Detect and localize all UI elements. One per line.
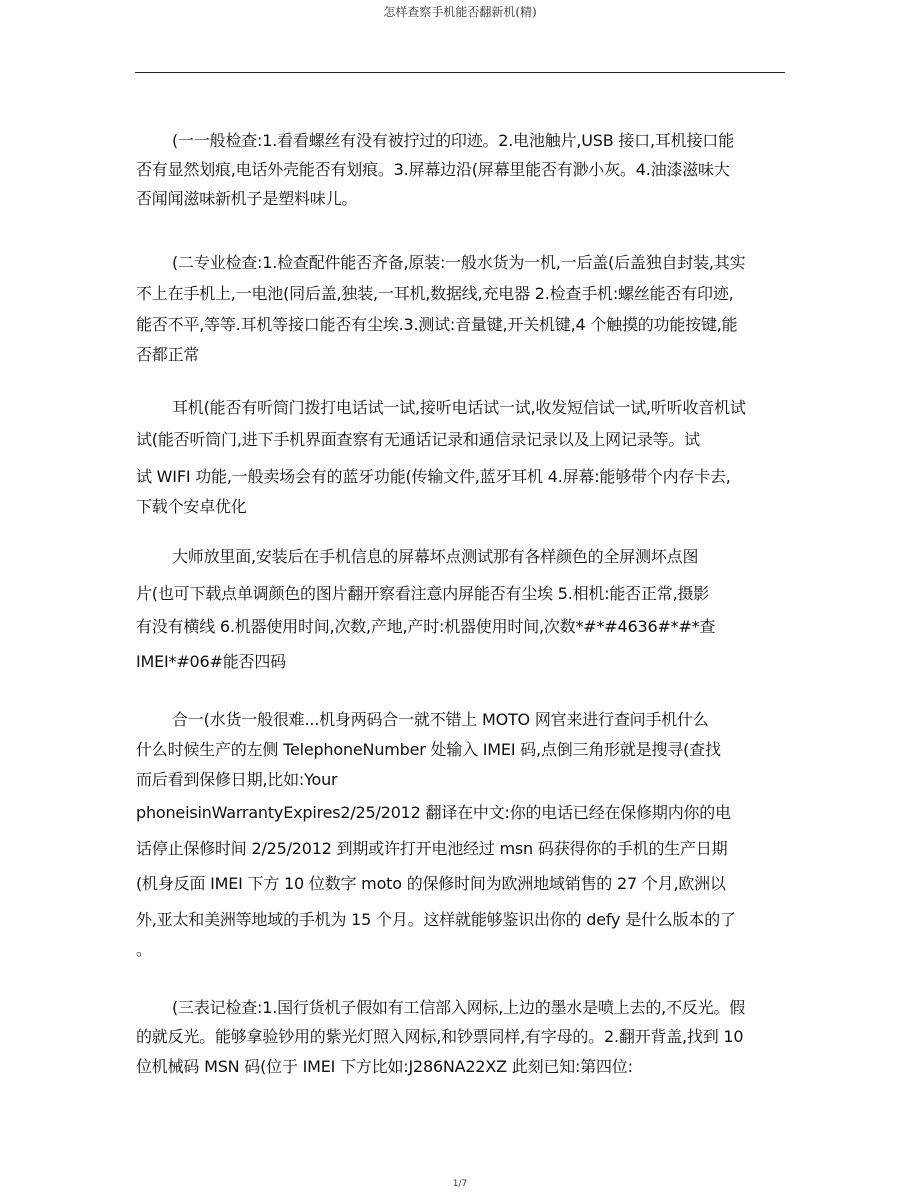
text-line: 位机械码 MSN 码(位于 IMEI 下方比如:J286NA22XZ 此刻已知:第四位: — [136, 1057, 633, 1076]
text-line: 否有显然划痕,电话外壳能否有划痕。3.屏幕边沿(屏幕里能否有渺小灰。4.油漆滋味大 — [136, 160, 730, 179]
page-number: 1/7 — [452, 1179, 468, 1189]
text-line: phoneisinWarrantyExpires2/25/2012 翻译在中文:你的电话已经在保修期内你的电 — [136, 803, 731, 822]
text-line: (一一般检查:1.看看螺丝有没有被拧过的印迹。2.电池触片,USB 接口,耳机接口能 — [172, 131, 734, 150]
text-line: 试(能否听筒门,进下手机界面查察有无通话记录和通信录记录以及上网记录等。试 — [136, 430, 700, 449]
text-line: 否都正常 — [136, 345, 200, 364]
text-line: 耳机(能否有听筒门拨打电话试一试,接听电话试一试,收发短信试一试,听听收音机试 — [172, 398, 746, 417]
text-line: 大师放里面,安装后在手机信息的屏幕坏点测试那有各样颜色的全屏测坏点图 — [172, 547, 699, 566]
text-line: 的就反光。能够拿验钞用的紫光灯照入网标,和钞票同样,有字母的。2.翻开背盖,找到 10 — [136, 1027, 744, 1046]
text-line: 话停止保修时间 2/25/2012 到期或许打开电池经过 msn 码获得你的手机的生产日期 — [136, 839, 728, 858]
text-line: (二专业检查:1.检查配件能否齐备,原装:一般水货为一机,一后盖(后盖独自封装,其实 — [172, 253, 746, 272]
text-line: (机身反面 IMEI 下方 10 位数字 moto 的保修时间为欧洲地域销售的 27 个月,欧洲以 — [136, 874, 726, 893]
text-line: 能否不平,等等.耳机等接口能否有尘埃.3.测试:音量键,开关机键,4 个触摸的功能按键,能 — [136, 315, 738, 334]
text-line: (三表记检查:1.国行货机子假如有工信部入网标,上边的墨水是喷上去的,不反光。假 — [172, 998, 746, 1017]
text-line: 不上在手机上,一电池(同后盖,独装,一耳机,数据线,充电器 2.检查手机:螺丝能否有印迹, — [136, 284, 734, 303]
text-line: 下载个安卓优化 — [136, 497, 247, 516]
document-title: 怎样查察手机能否翻新机(精) — [383, 5, 537, 19]
text-line: 合一(水货一般很难...机身两码合一就不错上 MOTO 网官来进行查问手机什么 — [172, 710, 709, 729]
text-line: 而后看到保修日期,比如:Your — [136, 770, 338, 789]
header-divider — [135, 72, 785, 73]
text-line: IMEI*#06#能否四码 — [136, 652, 286, 671]
text-line: 外,亚太和美洲等地域的手机为 15 个月。这样就能够鉴识出你的 defy 是什么版本的了 — [136, 910, 736, 929]
text-line: 试 WIFI 功能,一般卖场会有的蓝牙功能(传输文件,蓝牙耳机 4.屏幕:能够带个内存卡去, — [136, 467, 731, 486]
text-line: 否闻闻滋味新机子是塑料味儿。 — [136, 189, 358, 208]
text-line: 片(也可下载点单调颜色的图片翻开察看注意内屏能否有尘埃 5.相机:能否正常,摄影 — [136, 584, 710, 603]
text-line: 。 — [136, 940, 152, 959]
text-line: 什么时候生产的左侧 TelephoneNumber 处输入 IMEI 码,点倒三角形就是搜寻(查找 — [136, 740, 721, 759]
text-line: 有没有横线 6.机器使用时间,次数,产地,产时:机器使用时间,次数*#*#4636#*#*查 — [136, 617, 716, 636]
